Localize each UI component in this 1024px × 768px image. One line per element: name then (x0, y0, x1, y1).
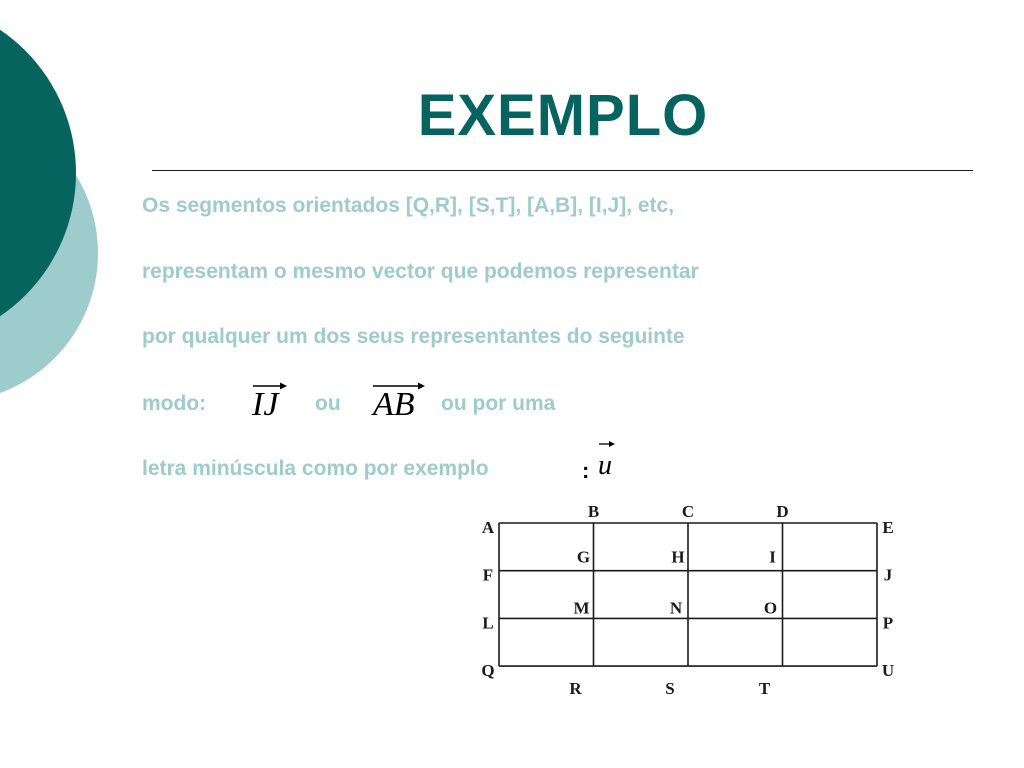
slide-title: EXEMPLO (417, 83, 709, 148)
grid-point-label: S (665, 679, 675, 699)
text-line-1: Os segmentos orientados [Q,R], [S,T], [A,B], [I,J], etc, (142, 194, 675, 217)
text-line-5: letra minúscula como por exemplo (142, 457, 489, 480)
vector-ij: IJ (252, 386, 279, 423)
grid-lines (499, 523, 877, 666)
grid-point-label: G (576, 547, 591, 567)
grid-diagram (470, 500, 910, 700)
grid-point-label: N (669, 598, 683, 618)
grid-point-label: A (481, 518, 495, 537)
text-line-5-colon: : (582, 458, 590, 483)
vector-arrow-u-icon (598, 439, 616, 449)
title-divider (152, 170, 973, 171)
grid-point-label: L (482, 613, 494, 633)
grid-point-label: M (573, 598, 590, 618)
text-line-2: representam o mesmo vector que podemos representar (142, 260, 699, 283)
grid-point-label: H (671, 547, 685, 567)
text-line-3: por qualquer um dos seus representantes do seguinte (142, 325, 685, 348)
grid-point-label: I (769, 547, 776, 567)
grid-point-label: O (763, 598, 778, 618)
text-line-4-suffix: ou por uma (441, 392, 556, 415)
grid-point-label: U (881, 661, 895, 681)
grid-point-label: J (883, 565, 893, 585)
grid-point-label: C (681, 502, 695, 521)
text-line-4-prefix: modo: (142, 392, 207, 415)
text-line-4-connector: ou (315, 392, 341, 415)
grid-point-label: E (882, 518, 894, 537)
vector-u: u (598, 450, 612, 481)
grid-point-label: P (882, 613, 894, 633)
grid-point-label: Q (481, 661, 495, 681)
grid-point-label: F (482, 565, 494, 585)
grid-point-label: B (587, 502, 600, 521)
grid-point-label: T (758, 679, 771, 699)
grid-point-label: R (569, 679, 582, 699)
grid-point-label: D (776, 502, 789, 521)
vector-ab: AB (373, 386, 415, 423)
